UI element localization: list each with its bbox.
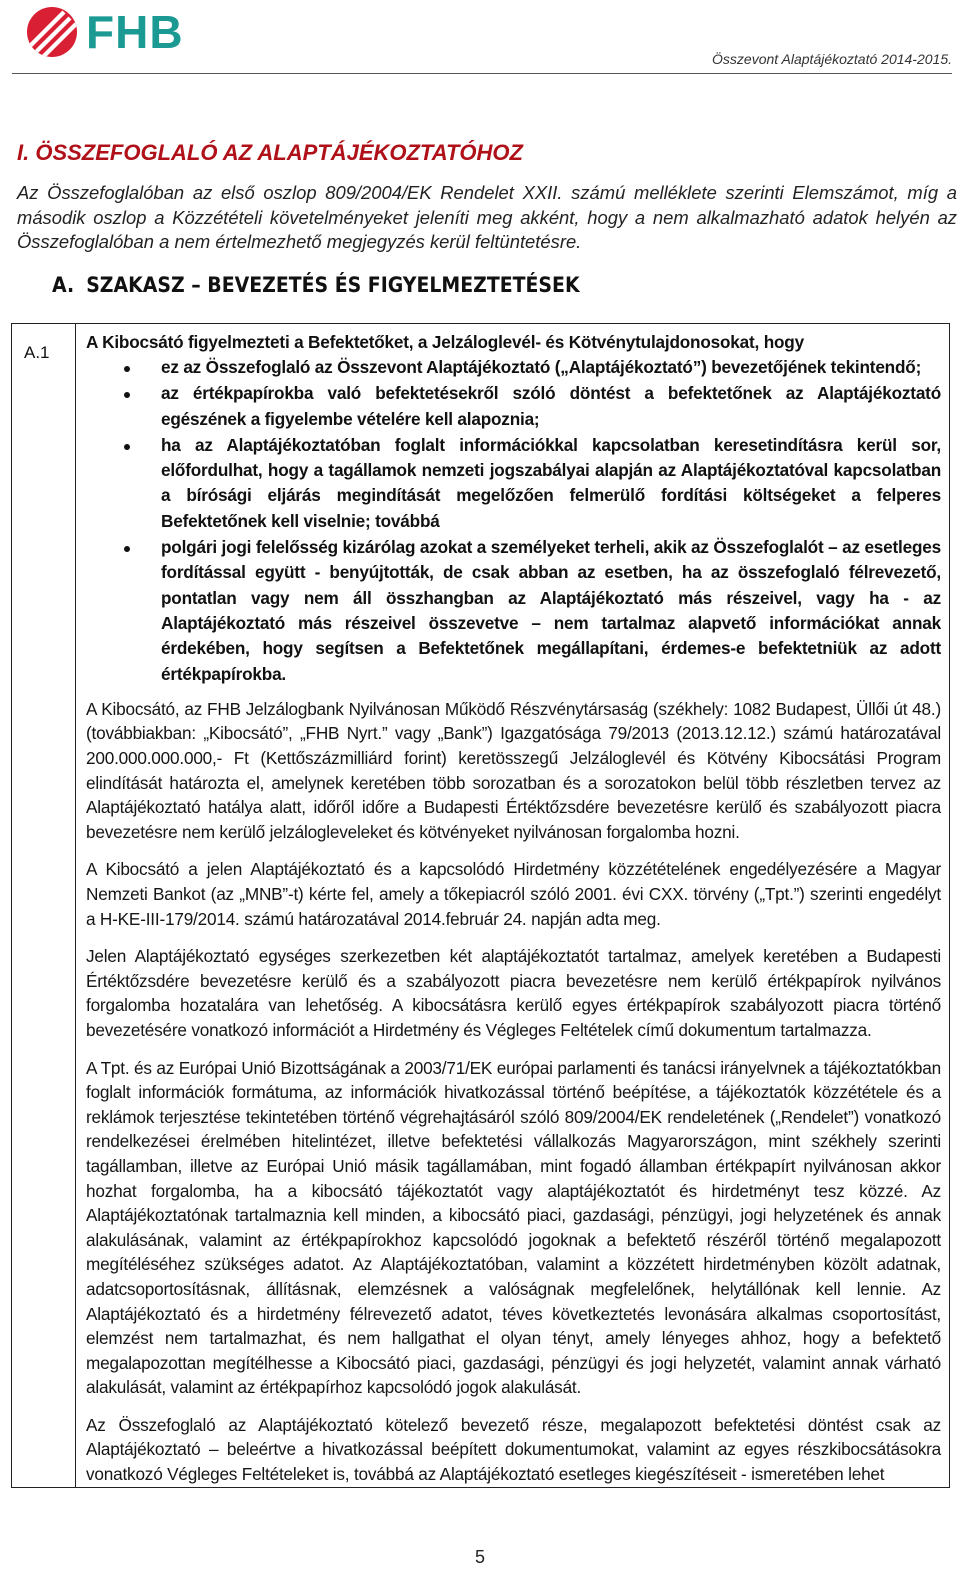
warning-intro: A Kibocsátó figyelmezteti a Befektetőket, a Jelzáloglevél- és Kötvénytulajdonosokat, hogy — [86, 332, 804, 352]
document-title: Összevont Alaptájékoztató 2014-2015. — [712, 51, 952, 67]
element-id: A.1 — [24, 343, 50, 362]
section-heading: I. ÖSSZEFOGLALÓ AZ ALAPTÁJÉKOZTATÓHOZ — [17, 140, 523, 165]
list-item: ha az Alaptájékoztatóban foglalt információkkal kapcsolatban keresetindításra kerül sor, előfordulhat, hogy a tagállamok nemzeti jogszabályai alapján az Alaptájékoztatóval kapcsolatban a bírósági eljárás megindítását megelőzően felmerülő fordítási költségeket a felperes Befektetőnek kell viselnie; továbbá — [86, 433, 941, 534]
fhb-logo — [26, 6, 184, 58]
list-item: polgári jogi felelősség kizárólag azokat a személyeket terheli, akik az Összefoglalót – az esetleges fordítással együtt - benyújtották, de csak abban az esetben, ha az összefoglaló félrevezető, pontatlan vagy nem áll összhangban az Alaptájékoztató más részeivel, vagy ha - az Alaptájékoztató más részeivel összevetve – nem tartalmaz alapvető információkat annak érdekében, hogy segítsen a Befektetőnek megállapítani, érdemes-e befektetniük az adott értékpapírokba. — [86, 535, 941, 687]
bullet-icon — [124, 366, 130, 372]
warning-list — [86, 355, 941, 687]
subsection-label: SZAKASZ – BEVEZETÉS ÉS FIGYELMEZTETÉSEK — [86, 273, 580, 297]
paragraph: A Kibocsátó, az FHB Jelzálogbank Nyilvánosan Működő Részvénytársaság (székhely: 1082 Budapest, Üllői út 48.) (továbbiakban: „Kibocsátó”, „FHB Nyrt.” vagy „Bank”) Igazgatósága 79/2013 (2013.12.12.) számú határozatával 200.000.000.000,- Ft (Kettőszázmilliárd forint) keretösszegű Jelzáloglevél és Kötvény Kibocsátási Program elindítását határozta el, amelynek keretében több sorozatban és a sorozatokon belül több részletben tervez az Alaptájékoztató hatálya alatt, időről időre a Budapesti Értéktőzsdére bevezetésre kerülő és szabályozott piacra bevezetésre nem kerülő jelzálogleveleket és kötvényeket nyilvánosan forgalomba hozni. — [86, 698, 941, 842]
section-intro: Az Összefoglalóban az első oszlop 809/2004/EK Rendelet XXII. számú melléklete szerinti Elemszámot, míg a második oszlop a Közzétételi követelményeket jeleníti meg akként, hogy a nem alkalmazható adatok helyén az Összefoglalóban a nem értelmezhető megjegyzés kerül feltüntetésre. — [17, 182, 957, 253]
list-item: az értékpapírokba való befektetésekről szóló döntést a befektetőnek az Alaptájékoztató egészének a figyelembe vételére kell alapoznia; — [86, 381, 941, 432]
bullet-icon — [124, 392, 130, 398]
paragraph: A Tpt. és az Európai Unió Bizottságának a 2003/71/EK európai parlamenti és tanácsi irányelvnek a tájékoztatókban foglalt információk formátuma, az információk hivatkozással történő beépítése, a tájékoztatók közzététele és a reklámok terjesztése tekintetében történő végrehajtásáról szóló 809/2004/EK rendeletének („Rendelet”) vonatkozó rendelkezései érelmében hitelintézet, illetve befektetési vállalkozás Magyarországon, mint székhely szerinti tagállamban, illetve az Európai Unió másik tagállamában, mint fogadó államban értékpapírt nyilvánosan akkor hozhat forgalomba, ha a kibocsátó tájékoztatót vagy alaptájékoztatót és hirdetményt tesz közzé. Az Alaptájékoztatónak tartalmaznia kell minden, a kibocsátó piaci, gazdasági, pénzügyi, jogi helyzetének és annak alakulásának, valamint az értékpapírokhoz kapcsolódó jogoknak a befektető részéről történő megalapozott megítéléséhez szükséges adatot. Az Alaptájékoztatóban, valamint a közzétett hirdetményben közölt adatnak, adatcsoportosításnak, állításnak, elemzésnek a valóságnak megfelelőnek, helytállónak kell lennie. Az Alaptájékoztató és a hirdetmény félrevezető adatot, téves következtetés levonására alkalmas csoportosítást, elemzést nem tartalmazhat, és nem hallgathat el olyan tényt, amely lényeges ahhoz, hogy a befektető megalapozottan megítélhesse a Kibocsátó piaci, gazdasági, pénzügyi és jogi helyzetét, valamint annak várható alakulását, valamint az értékpapírhoz kapcsolódó jogok alakulását. — [86, 1057, 941, 1398]
column-divider — [75, 324, 76, 1487]
element-content — [86, 330, 941, 1487]
summary-table — [11, 323, 950, 1488]
header-divider — [12, 73, 952, 74]
subsection-number: A. — [52, 273, 75, 297]
bullet-icon — [124, 444, 130, 450]
paragraph: A Kibocsátó a jelen Alaptájékoztató és a kapcsolódó Hirdetmény közzétételének engedélyezésére a Magyar Nemzeti Bankot (az „MNB”-t) kérte fel, amely a tőkepiacról szóló 2001. évi CXX. törvény („Tpt.”) szerinti engedélyt a H-KE-III-179/2014. számú határozatával 2014.február 24. napján adta meg. — [86, 859, 941, 929]
page-header — [0, 0, 960, 80]
paragraph: Az Összefoglaló az Alaptájékoztató kötelező bevezető része, megalapozott befektetési döntést csak az Alaptájékoztató – beleértve a hivatkozással beépített dokumentumokat, valamint az egyes részkibocsátásokra vonatkozó Végleges Feltételeket is, továbbá az Alaptájékoztató esetleges kiegészítéseit - ismeretében lehet — [86, 1414, 941, 1485]
list-item: ez az Összefoglaló az Összevont Alaptájékoztató („Alaptájékoztató”) bevezetőjének tekintendő; — [86, 355, 941, 380]
paragraph: Jelen Alaptájékoztató egységes szerkezetben két alaptájékoztatót tartalmaz, amelyek keretében a Budapesti Értéktőzsdére bevezetésre kerülő és a szabályozott piacra bevezetésre nem kerülő értékpapírok nyilvános forgalomba hozatalára van lehetőség. A kibocsátásra kerülő egyes értékpapírok szabályozott piacra történő bevezetésére vonatkozó információt a Hirdetmény és Végleges Feltételek című dokumentum tartalmazza. — [86, 946, 941, 1040]
logo-wordmark: FHB — [86, 6, 184, 58]
subsection-title — [52, 273, 580, 297]
bullet-icon — [124, 546, 130, 552]
page-number: 5 — [474, 1547, 485, 1567]
fhb-logo-icon — [26, 6, 78, 58]
